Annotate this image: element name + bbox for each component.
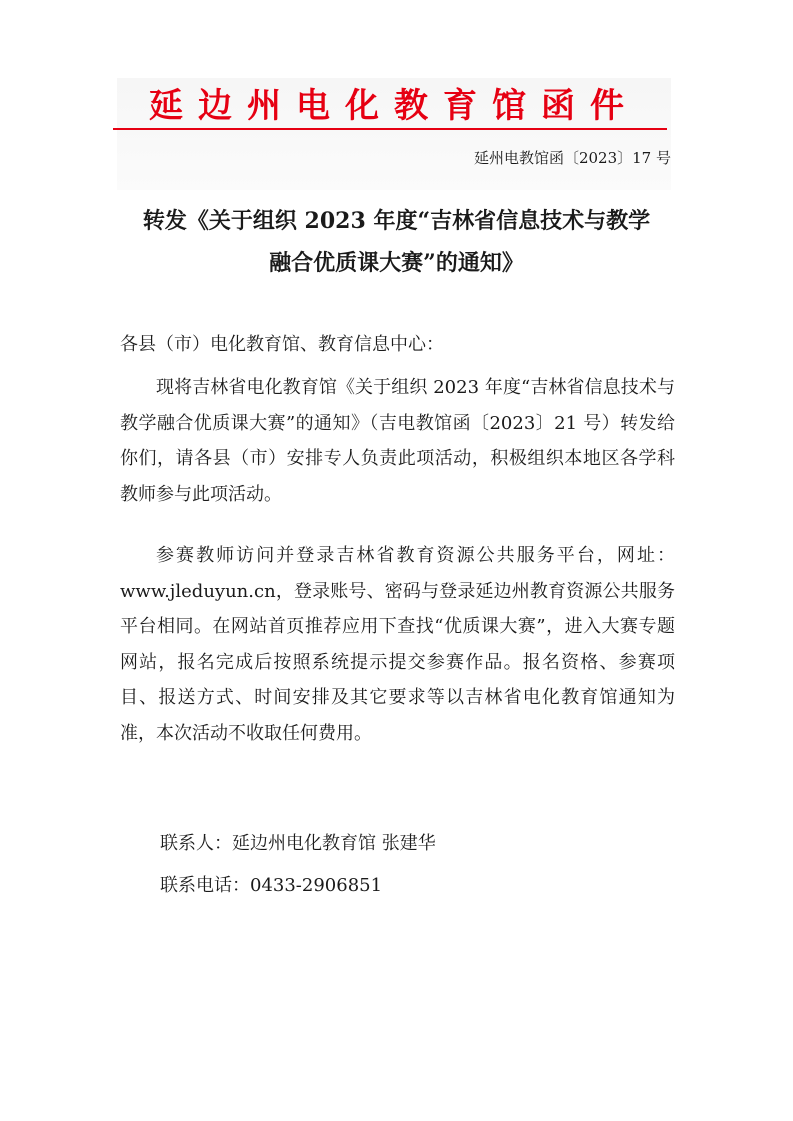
letterhead-title: 延边州电化教育馆函件	[149, 86, 639, 126]
notice-title-line1: 转发《关于组织 2023 年度“吉林省信息技术与教学	[142, 208, 651, 234]
document-number: 延州电教馆函〔2023〕17 号	[473, 149, 671, 167]
body-paragraph-1: 现将吉林省电化教育馆《关于组织 2023 年度“吉林省信息技术与教学融合优质课大赛”的通知》（吉电教馆函〔2023〕21 号）转发给你们，请各县（市）安排专人负责此项活动，积极组织本地区各学科教师参与此项活动。	[120, 377, 675, 505]
notice-title-line2: 融合优质课大赛”的通知》	[269, 250, 524, 276]
notice-title	[110, 200, 683, 284]
contact-person: 联系人：延边州电化教育馆 张建华	[160, 833, 436, 854]
letterhead-red-rule	[113, 128, 667, 130]
salutation: 各县（市）电化教育馆、教育信息中心：	[120, 334, 444, 355]
contact-phone: 联系电话：0433-2906851	[160, 875, 383, 896]
body-paragraph-2: 参赛教师访问并登录吉林省教育资源公共服务平台，网址：www.jleduyun.cn，登录账号、密码与登录延边州教育资源公共服务平台相同。在网站首页推荐应用下查找“优质课大赛”，进入大赛专题网站，报名完成后按照系统提示提交参赛作品。报名资格、参赛项目、报送方式、时间安排及其它要求等以吉林省电化教育馆通知为准，本次活动不收取任何费用。	[120, 545, 675, 744]
